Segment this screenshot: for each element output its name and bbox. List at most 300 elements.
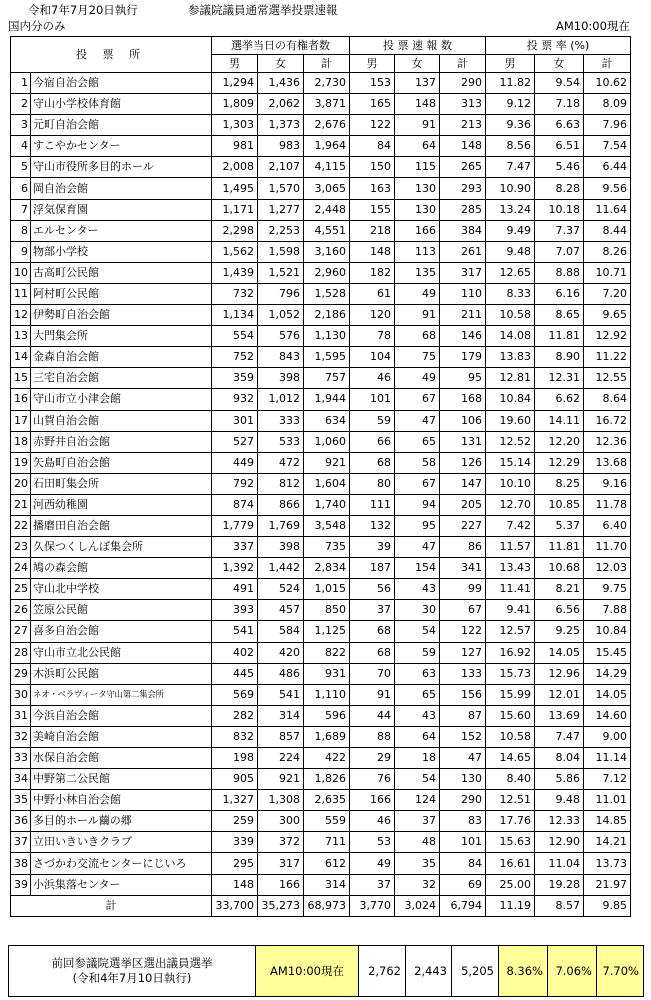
votes-male: 76 (350, 769, 395, 790)
station-name: 矢島町自治会館 (31, 452, 212, 473)
electors-female: 300 (258, 811, 304, 832)
table-row (11, 410, 631, 431)
votes-male: 53 (350, 832, 395, 853)
rate-total: 13.73 (584, 853, 631, 874)
rate-total: 8.64 (584, 389, 631, 410)
table-row (11, 389, 631, 410)
total-rate-total: 9.85 (584, 895, 631, 916)
votes-male: 101 (350, 389, 395, 410)
station-name: 伊勢町自治会館 (31, 305, 212, 326)
electors-female: 398 (258, 537, 304, 558)
electors-male: 198 (212, 748, 258, 769)
previous-votes-female: 2,443 (406, 946, 452, 997)
electors-female: 1,570 (258, 178, 304, 199)
electors-male: 449 (212, 452, 258, 473)
table-row (11, 199, 631, 220)
electors-female: 541 (258, 684, 304, 705)
electors-male: 752 (212, 347, 258, 368)
row-number: 13 (11, 326, 31, 347)
votes-total: 86 (440, 537, 486, 558)
station-name: 浮気保育園 (31, 199, 212, 220)
rate-female: 7.37 (535, 220, 584, 241)
rate-male: 10.90 (486, 178, 535, 199)
rate-male: 9.36 (486, 115, 535, 136)
rate-female: 5.37 (535, 515, 584, 536)
votes-male: 132 (350, 515, 395, 536)
votes-total: 156 (440, 684, 486, 705)
votes-total: 131 (440, 431, 486, 452)
row-number: 20 (11, 473, 31, 494)
electors-total: 2,186 (304, 305, 350, 326)
rate-total: 21.97 (584, 874, 631, 895)
sub-header-male: 男 (486, 55, 535, 73)
electors-male: 1,171 (212, 199, 258, 220)
votes-female: 154 (395, 558, 440, 579)
sub-header-male: 男 (350, 55, 395, 73)
station-name: 赤野井自治会館 (31, 431, 212, 452)
row-number: 21 (11, 494, 31, 515)
electors-total: 1,060 (304, 431, 350, 452)
rate-female: 9.48 (535, 790, 584, 811)
electors-female: 1,436 (258, 73, 304, 94)
rate-total: 14.85 (584, 811, 631, 832)
rate-male: 11.41 (486, 579, 535, 600)
votes-female: 58 (395, 452, 440, 473)
electors-male: 1,134 (212, 305, 258, 326)
electors-total: 1,964 (304, 136, 350, 157)
electors-female: 796 (258, 283, 304, 304)
rate-female: 6.16 (535, 283, 584, 304)
row-number: 31 (11, 705, 31, 726)
row-number: 7 (11, 199, 31, 220)
electors-male: 339 (212, 832, 258, 853)
rate-female: 8.21 (535, 579, 584, 600)
electors-male: 832 (212, 726, 258, 747)
electors-female: 2,253 (258, 220, 304, 241)
electors-total: 1,740 (304, 494, 350, 515)
electors-female: 2,062 (258, 94, 304, 115)
rate-male: 8.40 (486, 769, 535, 790)
station-name: 金森自治会館 (31, 347, 212, 368)
rate-female: 8.25 (535, 473, 584, 494)
rate-total: 12.36 (584, 431, 631, 452)
electors-total: 1,604 (304, 473, 350, 494)
electors-female: 983 (258, 136, 304, 157)
votes-total: 213 (440, 115, 486, 136)
electors-male: 981 (212, 136, 258, 157)
station-name: エルセンター (31, 220, 212, 241)
electors-total: 596 (304, 705, 350, 726)
rate-female: 10.68 (535, 558, 584, 579)
sub-header-female: 女 (535, 55, 584, 73)
rate-female: 8.04 (535, 748, 584, 769)
electors-total: 2,676 (304, 115, 350, 136)
rate-male: 12.81 (486, 368, 535, 389)
rate-total: 8.26 (584, 241, 631, 262)
rate-female: 7.47 (535, 726, 584, 747)
votes-total: 285 (440, 199, 486, 220)
votes-male: 163 (350, 178, 395, 199)
rate-total: 11.64 (584, 199, 631, 220)
votes-male: 49 (350, 853, 395, 874)
rate-total: 9.75 (584, 579, 631, 600)
table-row (11, 262, 631, 283)
votes-female: 54 (395, 769, 440, 790)
electors-total: 559 (304, 811, 350, 832)
votes-total: 106 (440, 410, 486, 431)
electors-male: 1,327 (212, 790, 258, 811)
table-row (11, 326, 631, 347)
total-electors-female: 35,273 (258, 895, 304, 916)
electors-male: 932 (212, 389, 258, 410)
total-votes-female: 3,024 (395, 895, 440, 916)
votes-male: 148 (350, 241, 395, 262)
votes-male: 59 (350, 410, 395, 431)
station-name: 物部小学校 (31, 241, 212, 262)
table-row (11, 136, 631, 157)
votes-male: 39 (350, 537, 395, 558)
votes-female: 94 (395, 494, 440, 515)
electors-male: 445 (212, 663, 258, 684)
station-name: 播磨田自治会館 (31, 515, 212, 536)
electors-female: 524 (258, 579, 304, 600)
rate-total: 11.22 (584, 347, 631, 368)
votes-total: 87 (440, 705, 486, 726)
table-row (11, 790, 631, 811)
electors-total: 1,130 (304, 326, 350, 347)
previous-votes-total: 5,205 (452, 946, 499, 997)
rate-male: 17.76 (486, 811, 535, 832)
rate-female: 8.28 (535, 178, 584, 199)
station-name: 守山北中学校 (31, 579, 212, 600)
electors-female: 420 (258, 642, 304, 663)
table-row (11, 558, 631, 579)
electors-male: 148 (212, 874, 258, 895)
votes-male: 66 (350, 431, 395, 452)
row-number: 24 (11, 558, 31, 579)
votes-male: 84 (350, 136, 395, 157)
votes-total: 317 (440, 262, 486, 283)
row-number: 15 (11, 368, 31, 389)
previous-election-table (8, 945, 644, 997)
rate-male: 9.48 (486, 241, 535, 262)
electors-female: 372 (258, 832, 304, 853)
rate-female: 13.69 (535, 705, 584, 726)
votes-female: 49 (395, 368, 440, 389)
electors-female: 166 (258, 874, 304, 895)
electors-female: 866 (258, 494, 304, 515)
row-number: 38 (11, 853, 31, 874)
row-number: 36 (11, 811, 31, 832)
row-number: 33 (11, 748, 31, 769)
votes-total: 290 (440, 73, 486, 94)
votes-total: 101 (440, 832, 486, 853)
electors-male: 1,495 (212, 178, 258, 199)
rate-total: 6.44 (584, 157, 631, 178)
row-number: 37 (11, 832, 31, 853)
electors-total: 735 (304, 537, 350, 558)
rate-female: 12.20 (535, 431, 584, 452)
electors-total: 612 (304, 853, 350, 874)
electors-male: 1,392 (212, 558, 258, 579)
rate-male: 13.43 (486, 558, 535, 579)
electors-total: 3,160 (304, 241, 350, 262)
rate-female: 19.28 (535, 874, 584, 895)
table-row (11, 537, 631, 558)
rate-total: 9.56 (584, 178, 631, 199)
electors-male: 732 (212, 283, 258, 304)
electors-male: 1,294 (212, 73, 258, 94)
previous-election-row (9, 946, 644, 997)
votes-female: 91 (395, 115, 440, 136)
rate-total: 15.45 (584, 642, 631, 663)
table-row (11, 705, 631, 726)
votes-female: 18 (395, 748, 440, 769)
station-name: 石田町集会所 (31, 473, 212, 494)
rate-total: 16.72 (584, 410, 631, 431)
station-name: 守山市役所多目的ホール (31, 157, 212, 178)
previous-as-of-time: AM10:00現在 (256, 946, 359, 997)
previous-rate-female: 7.06% (548, 946, 597, 997)
votes-female: 148 (395, 94, 440, 115)
results-table (10, 36, 631, 917)
electors-total: 711 (304, 832, 350, 853)
rate-male: 9.12 (486, 94, 535, 115)
votes-total: 313 (440, 94, 486, 115)
row-number: 30 (11, 684, 31, 705)
station-name: 守山小学校体育館 (31, 94, 212, 115)
votes-total: 95 (440, 368, 486, 389)
table-row (11, 473, 631, 494)
table-row (11, 579, 631, 600)
electors-total: 1,826 (304, 769, 350, 790)
votes-total: 179 (440, 347, 486, 368)
table-row (11, 621, 631, 642)
rate-total: 10.71 (584, 262, 631, 283)
electors-male: 393 (212, 600, 258, 621)
row-number: 22 (11, 515, 31, 536)
rate-male: 12.65 (486, 262, 535, 283)
electors-total: 931 (304, 663, 350, 684)
votes-female: 63 (395, 663, 440, 684)
rate-male: 19.60 (486, 410, 535, 431)
rate-female: 12.33 (535, 811, 584, 832)
rate-total: 7.54 (584, 136, 631, 157)
votes-male: 88 (350, 726, 395, 747)
row-number: 4 (11, 136, 31, 157)
station-name: ネオ・ベラヴィータ守山第二集会所 (31, 684, 212, 705)
electors-female: 457 (258, 600, 304, 621)
rate-male: 8.56 (486, 136, 535, 157)
electors-total: 822 (304, 642, 350, 663)
rate-female: 8.90 (535, 347, 584, 368)
votes-male: 46 (350, 368, 395, 389)
sub-header-total: 計 (584, 55, 631, 73)
sub-header-total: 計 (440, 55, 486, 73)
electors-female: 1,373 (258, 115, 304, 136)
votes-total: 205 (440, 494, 486, 515)
rate-total: 10.62 (584, 73, 631, 94)
scope-note: 国内分のみ (8, 19, 66, 33)
previous-election-name: 前回参議院選挙区選出議員選挙 (51, 956, 213, 970)
electors-total: 1,015 (304, 579, 350, 600)
rate-male: 15.14 (486, 452, 535, 473)
row-number: 11 (11, 283, 31, 304)
votes-female: 32 (395, 874, 440, 895)
table-row (11, 684, 631, 705)
station-name: 水保自治会館 (31, 748, 212, 769)
votes-total: 122 (440, 621, 486, 642)
electors-total: 1,110 (304, 684, 350, 705)
table-row (11, 874, 631, 895)
rate-total: 9.16 (584, 473, 631, 494)
rate-female: 11.04 (535, 853, 584, 874)
table-row (11, 663, 631, 684)
votes-total: 211 (440, 305, 486, 326)
previous-rate-total: 7.70% (597, 946, 644, 997)
electors-total: 2,448 (304, 199, 350, 220)
electors-female: 576 (258, 326, 304, 347)
electors-male: 554 (212, 326, 258, 347)
electors-male: 259 (212, 811, 258, 832)
rate-total: 11.14 (584, 748, 631, 769)
rate-total: 7.20 (584, 283, 631, 304)
station-name: 今浜自治会館 (31, 705, 212, 726)
rate-total: 12.92 (584, 326, 631, 347)
electors-female: 584 (258, 621, 304, 642)
votes-male: 37 (350, 600, 395, 621)
rate-male: 12.70 (486, 494, 535, 515)
rate-female: 6.56 (535, 600, 584, 621)
votes-total: 69 (440, 874, 486, 895)
row-number: 12 (11, 305, 31, 326)
as-of-time: AM10:00現在 (556, 19, 630, 33)
votes-female: 59 (395, 642, 440, 663)
station-name: 中野小林自治会館 (31, 790, 212, 811)
table-row (11, 642, 631, 663)
rate-female: 6.51 (535, 136, 584, 157)
row-number: 32 (11, 726, 31, 747)
electors-total: 1,689 (304, 726, 350, 747)
previous-election-date: (令和4年7月10日執行) (72, 971, 192, 985)
electors-male: 874 (212, 494, 258, 515)
electors-group-header: 選挙当日の有権者数 (212, 37, 350, 55)
rate-male: 7.42 (486, 515, 535, 536)
rate-female: 8.65 (535, 305, 584, 326)
votes-male: 187 (350, 558, 395, 579)
station-name: 河西幼稚園 (31, 494, 212, 515)
rate-total: 14.21 (584, 832, 631, 853)
table-row (11, 748, 631, 769)
votes-total: 84 (440, 853, 486, 874)
rate-male: 10.84 (486, 389, 535, 410)
votes-female: 68 (395, 326, 440, 347)
station-name: 立田いきいきクラブ (31, 832, 212, 853)
electors-female: 486 (258, 663, 304, 684)
table-row (11, 494, 631, 515)
electors-total: 1,944 (304, 389, 350, 410)
station-name: 古高町公民館 (31, 262, 212, 283)
electors-female: 314 (258, 705, 304, 726)
electors-male: 527 (212, 431, 258, 452)
electors-male: 2,008 (212, 157, 258, 178)
electors-male: 282 (212, 705, 258, 726)
total-label: 計 (11, 895, 212, 916)
electors-total: 422 (304, 748, 350, 769)
previous-votes-male: 2,762 (359, 946, 406, 997)
rate-total: 8.09 (584, 94, 631, 115)
rate-male: 10.58 (486, 305, 535, 326)
votes-male: 46 (350, 811, 395, 832)
votes-male: 104 (350, 347, 395, 368)
votes-female: 130 (395, 178, 440, 199)
row-number: 3 (11, 115, 31, 136)
electors-male: 1,439 (212, 262, 258, 283)
table-row (11, 347, 631, 368)
rate-male: 9.41 (486, 600, 535, 621)
rate-male: 12.51 (486, 790, 535, 811)
votes-male: 122 (350, 115, 395, 136)
station-name: 美崎自治会館 (31, 726, 212, 747)
rate-female: 14.11 (535, 410, 584, 431)
rate-total: 7.88 (584, 600, 631, 621)
votes-female: 64 (395, 136, 440, 157)
electors-total: 3,065 (304, 178, 350, 199)
electors-total: 1,528 (304, 283, 350, 304)
row-number: 23 (11, 537, 31, 558)
electors-total: 2,635 (304, 790, 350, 811)
votes-male: 61 (350, 283, 395, 304)
table-row (11, 811, 631, 832)
votes-male: 37 (350, 874, 395, 895)
votes-male: 166 (350, 790, 395, 811)
electors-female: 1,598 (258, 241, 304, 262)
electors-male: 792 (212, 473, 258, 494)
station-name: 木浜町公民館 (31, 663, 212, 684)
electors-total: 757 (304, 368, 350, 389)
electors-female: 2,107 (258, 157, 304, 178)
col-station-header: 投 票 所 (11, 37, 212, 73)
table-row (11, 726, 631, 747)
rate-female: 9.54 (535, 73, 584, 94)
votes-male: 56 (350, 579, 395, 600)
rate-male: 15.73 (486, 663, 535, 684)
rate-total: 14.60 (584, 705, 631, 726)
table-row (11, 94, 631, 115)
votes-total: 67 (440, 600, 486, 621)
votes-total: 83 (440, 811, 486, 832)
station-name: 鳩の森会館 (31, 558, 212, 579)
votes-total: 290 (440, 790, 486, 811)
electors-male: 2,298 (212, 220, 258, 241)
votes-total: 127 (440, 642, 486, 663)
votes-female: 43 (395, 705, 440, 726)
station-name: 岡自治会館 (31, 178, 212, 199)
rate-female: 5.46 (535, 157, 584, 178)
rate-total: 11.70 (584, 537, 631, 558)
electors-total: 2,834 (304, 558, 350, 579)
votes-male: 91 (350, 684, 395, 705)
table-row (11, 178, 631, 199)
row-number: 9 (11, 241, 31, 262)
previous-election-label (9, 946, 256, 997)
votes-total: 147 (440, 473, 486, 494)
sub-header-female: 女 (258, 55, 304, 73)
votes-male: 29 (350, 748, 395, 769)
rate-male: 13.83 (486, 347, 535, 368)
rate-total: 8.44 (584, 220, 631, 241)
rate-total: 12.55 (584, 368, 631, 389)
